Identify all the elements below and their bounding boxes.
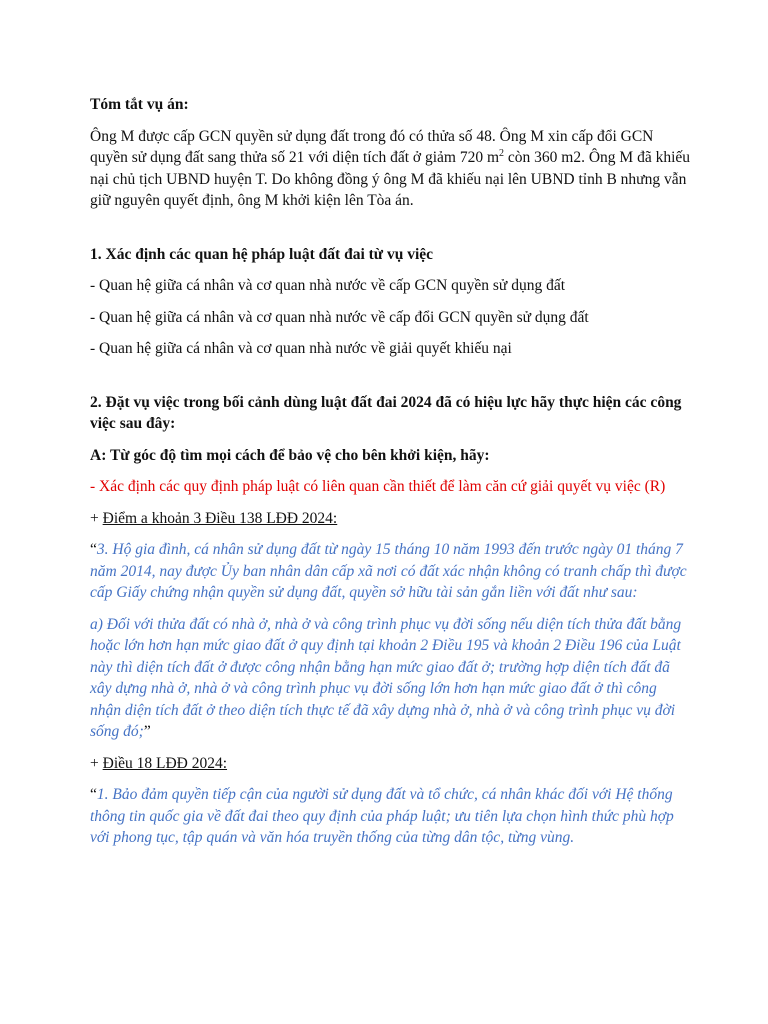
summary-heading: Tóm tắt vụ án:	[90, 96, 189, 113]
ref2-open-quote: “	[90, 786, 97, 803]
summary-paragraph	[90, 126, 690, 212]
section1-item-2: - Quan hệ giữa cá nhân và cơ quan nhà nước về cấp đổi GCN quyền sử dụng đất	[90, 308, 589, 326]
ref2-quote-para1	[90, 784, 690, 849]
ref1-label: Điểm a khoản 3 Điều 138 LĐĐ 2024:	[102, 509, 338, 527]
ref1-para2-text: a) Đối với thửa đất có nhà ở, nhà ở và công trình phục vụ đời sống nếu diện tích thửa đất bằng hoặc lớn hơn hạn mức giao đất ở quy định tại khoản 2 Điều 195 và khoản 2 Điều 196 của Luật này thì diện tích đất ở được công nhận bằng hạn mức giao đất ở; trường hợp diện tích đất đã xây dựng nhà ở, nhà ở và công trình phục vụ đời sống lớn hơn hạn mức giao đất ở thì công nhận diện tích đất ở theo diện tích thực tế đã xây dựng nhà ở, nhà ở và công trình phục vụ đời sống đó;	[90, 615, 682, 740]
superscript-2: 2	[499, 147, 505, 159]
section2-heading: 2. Đặt vụ việc trong bối cảnh dùng luật đất đai 2024 đã có hiệu lực hãy thực hiện các công việc sau đây:	[90, 393, 682, 432]
ref1-quote-para2	[90, 614, 690, 743]
spacer	[90, 222, 690, 244]
ref1-open-quote: “	[90, 541, 97, 558]
summary-text-part2: còn 360 m2. Ông M đã khiếu nại chủ tịch UBND huyện T. Do không đồng ý ông M đã khiếu nại lên UBND tỉnh B nhưng vẫn giữ nguyên quyết định, ông M khởi kiện lên Tòa án.	[90, 149, 691, 209]
ref2-line	[90, 753, 690, 775]
spacer	[90, 370, 690, 392]
ref1-prefix: +	[90, 509, 103, 527]
ref2-label: Điều 18 LĐĐ 2024:	[102, 754, 228, 772]
section1-item-1: - Quan hệ giữa cá nhân và cơ quan nhà nước về cấp GCN quyền sử dụng đất	[90, 277, 566, 294]
task-red-text: - Xác định các quy định pháp luật có liên quan cần thiết để làm căn cứ giải quyết vụ việc (R)	[90, 478, 666, 495]
ref2-para1-text: 1. Bảo đảm quyền tiếp cận của người sử dụng đất và tổ chức, cá nhân khác đối với Hệ thống thông tin quốc gia về đất đai theo quy định của pháp luật; ưu tiên lựa chọn hình thức phù hợp với phong tục, tập quán và văn hóa truyền thống của từng dân tộc, từng vùng.	[90, 786, 674, 846]
section1-item-3: - Quan hệ giữa cá nhân và cơ quan nhà nước về giải quyết khiếu nại	[90, 340, 512, 357]
section2-subheading-a: A: Từ góc độ tìm mọi cách để bảo vệ cho bên khởi kiện, hãy:	[90, 446, 490, 464]
ref1-line	[90, 508, 690, 530]
ref1-quote-para1	[90, 539, 690, 604]
section1-heading: 1. Xác định các quan hệ pháp luật đất đai từ vụ việc	[90, 245, 434, 263]
ref1-para1-text: 3. Hộ gia đình, cá nhân sử dụng đất từ ngày 15 tháng 10 năm 1993 đến trước ngày 01 tháng 7 năm 2014, nay được Ủy ban nhân dân cấp xã nơi có đất xác nhận không có tranh chấp thì được cấp Giấy chứng nhận quyền sử dụng đất, quyền sở hữu tài sản gắn liền với đất như sau:	[90, 541, 687, 601]
summary-text-part1: Ông M được cấp GCN quyền sử dụng đất trong đó có thửa số 48. Ông M xin cấp đổi GCN quyền sử dụng đất sang thửa số 21 với diện tích đất ở giảm 720 m	[90, 127, 654, 166]
document-page	[90, 94, 690, 859]
ref2-prefix: +	[90, 754, 103, 772]
ref1-close-quote: ”	[143, 723, 151, 740]
